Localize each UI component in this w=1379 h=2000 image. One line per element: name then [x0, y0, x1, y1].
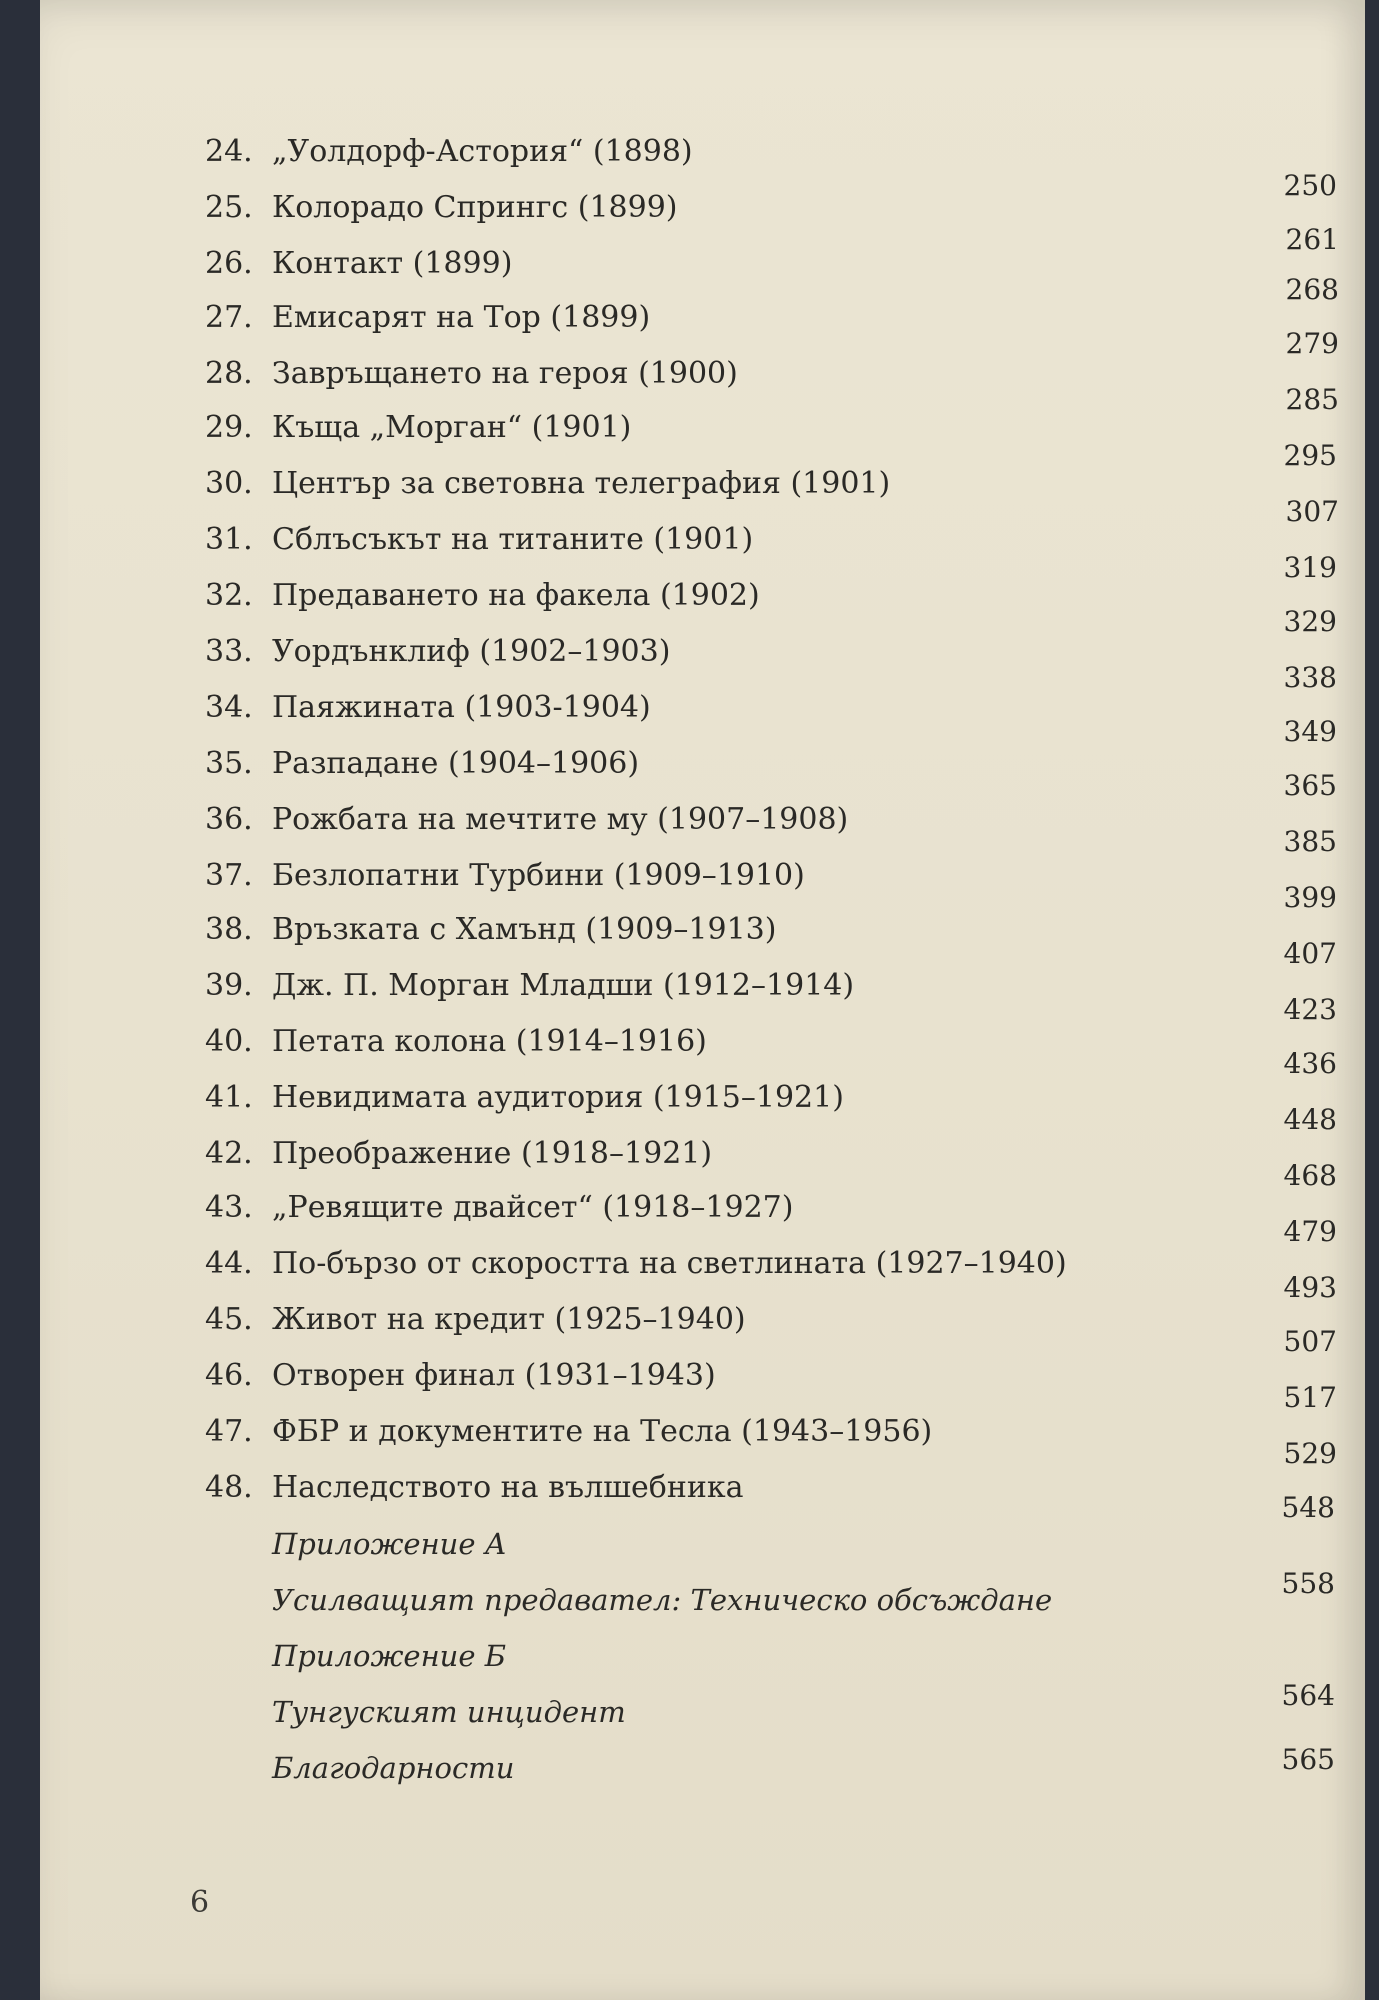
chapter-page-number: 468: [1283, 1159, 1337, 1192]
chapter-page-number: 307: [1285, 495, 1339, 528]
chapter-number: 36.: [205, 802, 253, 837]
chapter-number: 25.: [205, 190, 253, 225]
chapter-number: 45.: [205, 1302, 253, 1337]
chapter-page-number: 338: [1283, 661, 1337, 694]
book-page: [40, 0, 1365, 2000]
chapter-number: 27.: [205, 300, 253, 335]
chapter-number: 37.: [205, 858, 253, 893]
appendix-title: Усилващият предавател: Техническо обсъждане: [272, 1583, 1053, 1617]
appendix-page-number: 558: [1281, 1567, 1335, 1600]
chapter-number: 47.: [205, 1414, 253, 1449]
chapter-title: Сблъсъкът на титаните (1901): [272, 522, 754, 557]
chapter-page-number: 493: [1283, 1271, 1337, 1304]
chapter-title: „Ревящите двайсет“ (1918–1927): [272, 1190, 794, 1225]
chapter-number: 33.: [205, 634, 253, 669]
chapter-title: Отворен финал (1931–1943): [272, 1358, 716, 1393]
chapter-page-number: 407: [1283, 937, 1337, 970]
chapter-number: 46.: [205, 1358, 253, 1393]
chapter-page-number: 285: [1285, 383, 1339, 416]
chapter-page-number: 295: [1283, 439, 1337, 472]
chapter-page-number: 365: [1283, 769, 1337, 802]
chapter-number: 38.: [205, 912, 253, 947]
chapter-page-number: 448: [1283, 1103, 1337, 1136]
chapter-title: „Уолдорф-Астория“ (1898): [272, 134, 693, 169]
chapter-number: 44.: [205, 1246, 253, 1281]
chapter-number: 39.: [205, 968, 253, 1003]
chapter-number: 34.: [205, 690, 253, 725]
chapter-page-number: 349: [1283, 715, 1337, 748]
chapter-title: Връзката с Хамънд (1909–1913): [272, 912, 777, 947]
chapter-title: Рожбата на мечтите му (1907–1908): [272, 802, 849, 837]
chapter-title: Преображение (1918–1921): [272, 1136, 713, 1171]
chapter-page-number: 250: [1283, 169, 1337, 202]
chapter-title: Къща „Морган“ (1901): [272, 410, 632, 445]
chapter-title: Паяжината (1903-1904): [272, 690, 651, 725]
chapter-page-number: 279: [1285, 327, 1339, 360]
chapter-page-number: 529: [1283, 1437, 1337, 1470]
chapter-page-number: 261: [1285, 223, 1339, 256]
chapter-title: Контакт (1899): [272, 246, 513, 281]
chapter-page-number: 268: [1285, 273, 1339, 306]
chapter-number: 40.: [205, 1024, 253, 1059]
chapter-title: Невидимата аудитория (1915–1921): [272, 1080, 844, 1115]
chapter-number: 30.: [205, 466, 253, 501]
chapter-page-number: 548: [1281, 1491, 1335, 1524]
chapter-page-number: 385: [1283, 825, 1337, 858]
chapter-title: Център за световна телеграфия (1901): [272, 466, 891, 501]
chapter-page-number: 329: [1283, 605, 1337, 638]
page-number: 6: [190, 1885, 210, 1920]
appendix-title: Приложение Б: [272, 1639, 507, 1673]
appendix-title: Приложение А: [272, 1527, 507, 1561]
chapter-title: По-бързо от скоростта на светлината (1927–1940): [272, 1246, 1067, 1281]
chapter-title: Завръщането на героя (1900): [272, 356, 738, 391]
chapter-title: Уордънклиф (1902–1903): [272, 634, 671, 669]
chapter-page-number: 436: [1283, 1047, 1337, 1080]
appendix-title: Тунгуският инцидент: [272, 1695, 626, 1729]
chapter-title: Петата колона (1914–1916): [272, 1024, 707, 1059]
chapter-title: ФБР и документите на Тесла (1943–1956): [272, 1414, 933, 1449]
appendix-page-number: 565: [1281, 1743, 1335, 1776]
chapter-number: 41.: [205, 1080, 253, 1115]
chapter-number: 26.: [205, 246, 253, 281]
chapter-title: Разпадане (1904–1906): [272, 746, 640, 781]
chapter-title: Наследството на вълшебника: [272, 1470, 744, 1505]
chapter-number: 42.: [205, 1136, 253, 1171]
chapter-page-number: 423: [1283, 993, 1337, 1026]
chapter-number: 29.: [205, 410, 253, 445]
chapter-page-number: 319: [1283, 551, 1337, 584]
chapter-number: 35.: [205, 746, 253, 781]
chapter-page-number: 517: [1283, 1381, 1337, 1414]
chapter-number: 48.: [205, 1470, 253, 1505]
appendix-title: Благодарности: [272, 1751, 515, 1785]
chapter-title: Емисарят на Тор (1899): [272, 300, 651, 335]
chapter-number: 24.: [205, 134, 253, 169]
chapter-number: 28.: [205, 356, 253, 391]
chapter-title: Живот на кредит (1925–1940): [272, 1302, 746, 1337]
chapter-page-number: 399: [1283, 881, 1337, 914]
table-of-contents: [40, 0, 1365, 2000]
chapter-number: 43.: [205, 1190, 253, 1225]
chapter-title: Дж. П. Морган Младши (1912–1914): [272, 968, 855, 1003]
chapter-title: Безлопатни Турбини (1909–1910): [272, 858, 805, 893]
chapter-page-number: 479: [1283, 1215, 1337, 1248]
chapter-title: Колорадо Спрингс (1899): [272, 190, 678, 225]
appendix-page-number: 564: [1281, 1679, 1335, 1712]
chapter-page-number: 507: [1283, 1325, 1337, 1358]
chapter-number: 31.: [205, 522, 253, 557]
chapter-title: Предаването на факела (1902): [272, 578, 760, 613]
chapter-number: 32.: [205, 578, 253, 613]
